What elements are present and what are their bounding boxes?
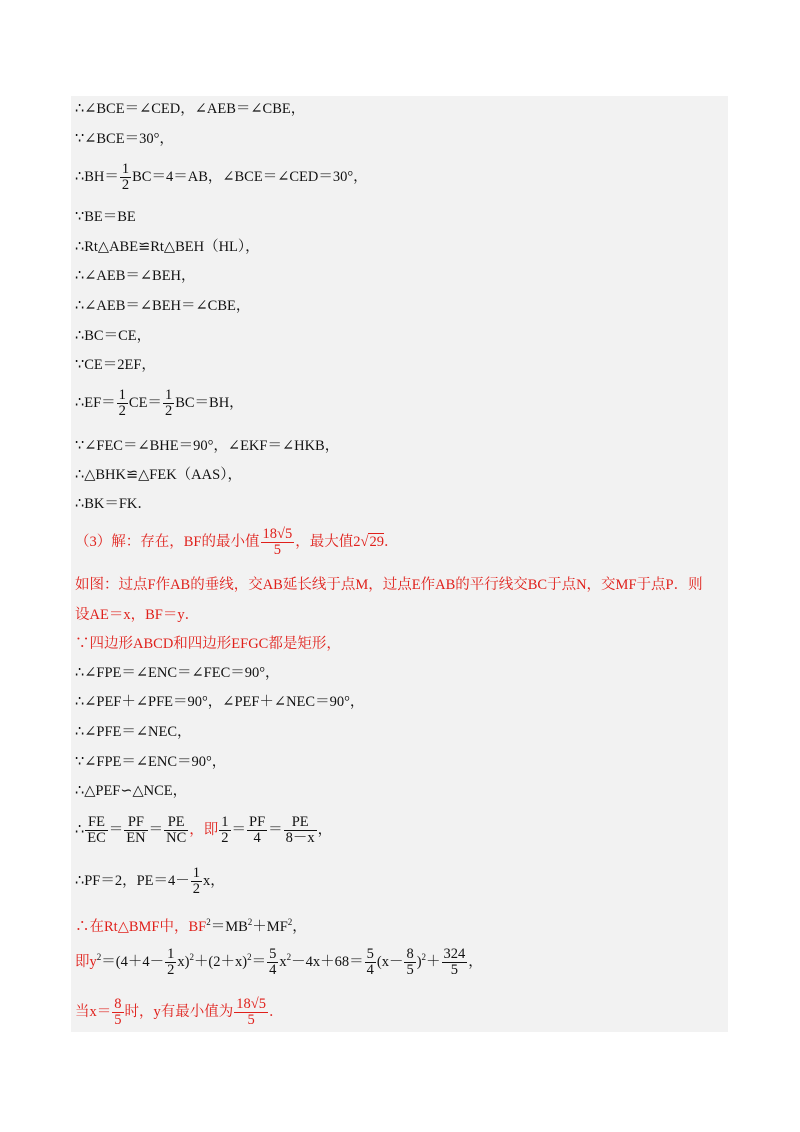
fraction <box>261 527 295 558</box>
numerator: 1 <box>164 387 173 403</box>
denominator: 2 <box>121 177 130 193</box>
radicand: 29 <box>369 533 384 550</box>
numerator: 1 <box>121 161 130 177</box>
text-segment: ＝(4＋4－ <box>101 953 165 970</box>
text-segment: ． <box>268 1003 284 1020</box>
proof-line-25 <box>75 913 307 936</box>
proof-line-16: 设AE＝x，BF＝y． <box>75 607 200 623</box>
fraction <box>164 815 188 846</box>
text-segment: ＝MB <box>210 918 248 935</box>
text-segment: x) <box>177 953 190 970</box>
text-segment: ，最大值2 <box>295 533 361 550</box>
text-segment: ＝ <box>148 821 164 838</box>
proof-line-6: ∴∠AEB＝∠BEH， <box>75 268 196 284</box>
proof-line-20: ∴∠PFE＝∠NEC， <box>75 724 192 740</box>
denominator: 5 <box>247 1012 255 1028</box>
text-segment: ＋ <box>426 953 441 970</box>
text-segment: （3）解：存在，BF的最小值 <box>75 533 260 550</box>
proof-line-22: ∴△PEF∽△NCE， <box>75 783 188 799</box>
text-segment: ， <box>468 953 483 970</box>
proof-line-3 <box>75 162 368 193</box>
numerator: 1 <box>167 946 175 962</box>
numerator: 8 <box>114 996 122 1012</box>
proof-line-17: ∵四边形ABCD和四边形EFGC都是矩形， <box>75 636 341 652</box>
numerator: 1 <box>118 387 126 403</box>
fraction <box>365 947 376 978</box>
text-segment: －4x＋68＝ <box>291 953 364 970</box>
numerator: 324 <box>443 946 466 962</box>
superscript: 2 <box>287 917 293 927</box>
proof-line-21: ∵∠FPE＝∠ENC＝90°， <box>75 754 227 770</box>
denominator: 5 <box>114 1012 122 1028</box>
fraction <box>163 388 174 419</box>
denominator: 2 <box>192 881 201 897</box>
numerator: 8 <box>406 946 414 962</box>
fraction <box>442 947 468 978</box>
proof-line-24 <box>75 866 225 897</box>
numerator: 5 <box>366 946 374 962</box>
numerator: FE <box>85 815 108 831</box>
text-segment: ) <box>416 953 422 970</box>
proof-line-12: ∴△BHK≌△FEK（AAS）， <box>75 467 242 483</box>
proof-line-1: ∴∠BCE＝∠CED，∠AEB＝∠CBE， <box>75 101 306 117</box>
proof-line-5: ∴Rt△ABE≌Rt△BEH（HL）， <box>75 239 260 255</box>
denominator: 2 <box>221 830 229 846</box>
proof-line-14 <box>75 527 398 558</box>
numerator: PE <box>164 815 188 831</box>
text-segment: 即y <box>75 953 97 970</box>
denominator: 4 <box>253 830 261 846</box>
denominator: 5 <box>450 962 459 978</box>
proof-line-13: ∴BK＝FK． <box>75 496 152 512</box>
denominator: 5 <box>406 962 414 978</box>
proof-line-11: ∵∠FEC＝∠BHE＝90°，∠EKF＝∠HKB， <box>75 438 340 454</box>
text-segment: ＝ <box>231 821 247 838</box>
denominator: 2 <box>164 403 173 419</box>
superscript: 2 <box>96 952 102 962</box>
text-segment: ＝ <box>251 953 267 970</box>
denominator: 4 <box>366 962 374 978</box>
fraction <box>165 947 176 978</box>
denominator: NC <box>166 830 187 846</box>
fraction <box>85 815 108 846</box>
proof-line-4: ∵BE＝BE <box>75 209 136 225</box>
superscript: 2 <box>247 952 252 962</box>
numerator: PE <box>284 815 317 831</box>
fraction <box>191 866 202 897</box>
denominator: 5 <box>273 542 281 558</box>
superscript: 2 <box>421 952 427 962</box>
text-segment: ＋(2＋x) <box>193 953 248 970</box>
text-segment: x， <box>203 872 225 889</box>
superscript: 2 <box>189 952 194 962</box>
sqrt-sign: √ <box>360 533 369 550</box>
numerator: PF <box>249 814 266 830</box>
fraction <box>120 162 131 193</box>
proof-line-9: ∵CE＝2EF， <box>75 357 156 373</box>
fraction <box>112 997 123 1028</box>
text-segment: ∴BH＝ <box>75 168 119 185</box>
text-segment: ∴ <box>75 821 85 838</box>
fraction <box>284 815 317 846</box>
numerator: 5 <box>269 946 277 962</box>
denominator: 2 <box>118 403 126 419</box>
proof-line-26 <box>75 947 483 978</box>
denominator: 8－x <box>285 830 315 846</box>
text-segment: ＝ <box>268 821 283 838</box>
numerator: 1 <box>192 865 201 881</box>
text-segment: 当x＝ <box>75 1003 112 1020</box>
fraction <box>124 815 147 846</box>
denominator: EN <box>126 830 146 846</box>
proof-line-15: 如图：过点F作AB的垂线，交AB延长线于点M，过点E作AB的平行线交BC于点N，交MF于点P．则 <box>75 577 703 593</box>
text-segment: (x－ <box>376 953 404 970</box>
fraction <box>219 815 230 846</box>
superscript: 2 <box>286 952 292 962</box>
proof-line-10 <box>75 388 244 419</box>
fraction <box>267 947 278 978</box>
numerator: 18√5 <box>262 526 293 542</box>
fraction <box>404 947 415 978</box>
text-segment: ＝ <box>108 821 124 838</box>
text-segment: 时，y有最小值为 <box>124 1003 234 1020</box>
proof-line-23 <box>75 815 332 846</box>
text-segment: CE＝ <box>128 394 162 411</box>
text-segment: x <box>279 953 287 970</box>
text-segment: ． <box>383 533 399 550</box>
proof-line-19: ∴∠PEF＋∠PFE＝90°，∠PEF＋∠NEC＝90°， <box>75 694 365 710</box>
text-segment: ∴EF＝ <box>75 394 116 411</box>
fraction <box>247 815 267 846</box>
superscript: 2 <box>247 917 253 927</box>
proof-line-27 <box>75 997 283 1028</box>
denominator: 2 <box>167 962 175 978</box>
text-segment: ， <box>317 821 333 838</box>
proof-line-7: ∴∠AEB＝∠BEH＝∠CBE， <box>75 298 251 314</box>
text-segment: BC＝4＝AB，∠BCE＝∠CED＝30°， <box>132 168 368 185</box>
text-segment: ，即 <box>189 821 219 838</box>
denominator: 4 <box>269 962 277 978</box>
fraction <box>117 388 128 419</box>
text-segment: ∴PF＝2，PE＝4－ <box>75 872 190 889</box>
text-segment: ∴在Rt△BMF中，BF <box>75 918 207 935</box>
text-segment: BC＝BH， <box>175 394 244 411</box>
numerator: PF <box>124 815 147 831</box>
proof-line-2: ∵∠BCE＝30°， <box>75 131 174 147</box>
proof-line-8: ∴BC＝CE， <box>75 328 152 344</box>
numerator: 18√5 <box>236 996 266 1012</box>
text-segment: ， <box>292 918 307 935</box>
text-segment: ＋MF <box>252 918 288 935</box>
fraction <box>234 997 268 1028</box>
numerator: 1 <box>221 814 229 830</box>
denominator: EC <box>87 830 106 846</box>
superscript: 2 <box>206 917 211 927</box>
proof-line-18: ∴∠FPE＝∠ENC＝∠FEC＝90°， <box>75 665 280 681</box>
